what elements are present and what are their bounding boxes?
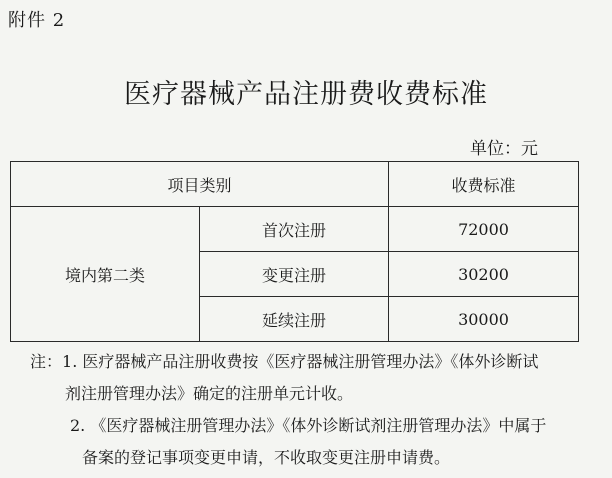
note-1-line-1 (30, 346, 602, 378)
notes-prefix: 注： (30, 352, 63, 371)
fee-cell: 30000 (389, 297, 579, 342)
item-cell: 变更注册 (200, 252, 389, 297)
note-1-text: 1. 医疗器械产品注册收费按《医疗器械注册管理办法》《体外诊断试 (62, 352, 539, 371)
note-2-line-2: 备案的登记事项变更申请，不收取变更注册申请费。 (82, 448, 451, 467)
group-label: 境内第二类 (11, 207, 200, 342)
note-2-line-1: 2. 《医疗器械注册管理办法》《体外诊断试剂注册管理办法》中属于 (70, 416, 547, 435)
fee-cell: 72000 (389, 207, 579, 252)
header-standard: 收费标准 (389, 162, 579, 207)
header-category: 项目类别 (11, 162, 389, 207)
item-cell: 延续注册 (200, 297, 389, 342)
fee-cell: 30200 (389, 252, 579, 297)
table-header-row (11, 162, 579, 207)
attachment-label: 附件 2 (8, 10, 66, 31)
item-cell: 首次注册 (200, 207, 389, 252)
notes-section (30, 346, 602, 474)
document-title: 医疗器械产品注册费收费标准 (124, 79, 488, 110)
unit-label: 单位：元 (470, 139, 538, 159)
fee-table (10, 161, 579, 342)
table-row (11, 207, 579, 252)
note-1-line-2: 剂注册管理办法》确定的注册单元计收。 (65, 384, 354, 403)
